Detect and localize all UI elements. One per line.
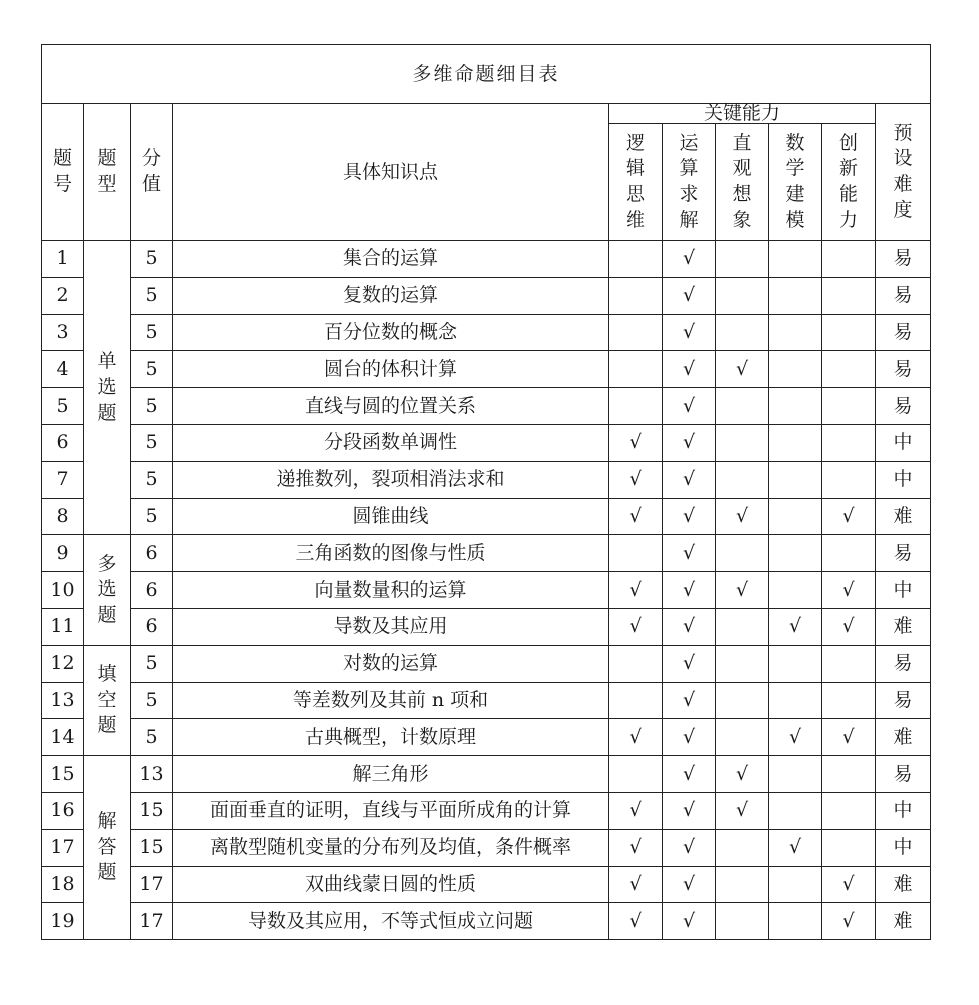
check-mark-icon: √: [682, 541, 696, 564]
question-score: 17: [131, 903, 173, 940]
question-score: 13: [131, 756, 173, 793]
ability-check-cell: [822, 829, 876, 866]
table-body: [42, 241, 931, 940]
knowledge-point: 解三角形: [173, 756, 609, 793]
knowledge-point: 直线与圆的位置关系: [173, 388, 609, 425]
knowledge-point: 向量数量积的运算: [173, 572, 609, 609]
knowledge-point: 导数及其应用，不等式恒成立问题: [173, 903, 609, 940]
header-ability-logic: 逻辑思维: [609, 124, 663, 241]
question-number: 17: [42, 829, 84, 866]
check-mark-icon: √: [629, 725, 642, 748]
table-row: [42, 903, 931, 940]
check-mark-icon: √: [682, 615, 696, 638]
ability-check-cell: [769, 351, 822, 388]
check-mark-icon: √: [682, 357, 696, 380]
ability-check-cell: [716, 461, 769, 498]
difficulty: 易: [876, 535, 931, 572]
question-number: 5: [42, 388, 84, 425]
question-number: 9: [42, 535, 84, 572]
ability-check-cell: [769, 241, 822, 278]
question-score: 5: [131, 424, 173, 461]
header-type: 题型: [84, 104, 131, 241]
difficulty: 中: [876, 792, 931, 829]
difficulty: 中: [876, 829, 931, 866]
ability-check-cell: [822, 351, 876, 388]
ability-check-cell: [609, 829, 663, 866]
difficulty: 易: [876, 314, 931, 351]
knowledge-point: 复数的运算: [173, 277, 609, 314]
ability-check-cell: [822, 572, 876, 609]
ability-check-cell: [663, 682, 716, 719]
difficulty: 易: [876, 351, 931, 388]
ability-check-cell: [716, 314, 769, 351]
ability-check-cell: [609, 866, 663, 903]
ability-check-cell: [822, 424, 876, 461]
ability-check-cell: [769, 388, 822, 425]
ability-check-cell: [609, 388, 663, 425]
check-mark-icon: √: [629, 615, 642, 638]
question-number: 4: [42, 351, 84, 388]
difficulty: 易: [876, 277, 931, 314]
check-mark-icon: √: [842, 872, 855, 895]
question-type: 多选题: [84, 535, 131, 645]
ability-check-cell: [716, 277, 769, 314]
ability-check-cell: [716, 572, 769, 609]
check-mark-icon: √: [682, 652, 696, 675]
question-score: 5: [131, 719, 173, 756]
question-score: 5: [131, 682, 173, 719]
ability-check-cell: [822, 792, 876, 829]
ability-check-cell: [663, 829, 716, 866]
ability-check-cell: [663, 535, 716, 572]
difficulty: 易: [876, 756, 931, 793]
table-row: [42, 645, 931, 682]
check-mark-icon: √: [682, 394, 696, 417]
ability-check-cell: [609, 608, 663, 645]
difficulty: 易: [876, 645, 931, 682]
table-row: [42, 535, 931, 572]
check-mark-icon: √: [629, 836, 642, 859]
table-row: [42, 792, 931, 829]
check-mark-icon: √: [629, 578, 642, 601]
check-mark-icon: √: [682, 431, 696, 454]
ability-check-cell: [769, 535, 822, 572]
question-score: 15: [131, 792, 173, 829]
check-mark-icon: √: [788, 725, 802, 748]
ability-check-cell: [716, 756, 769, 793]
table-row: [42, 608, 931, 645]
ability-check-cell: [769, 645, 822, 682]
ability-check-cell: [663, 572, 716, 609]
knowledge-point: 递推数列，裂项相消法求和: [173, 461, 609, 498]
knowledge-point: 集合的运算: [173, 241, 609, 278]
ability-check-cell: [663, 351, 716, 388]
difficulty: 易: [876, 682, 931, 719]
ability-check-cell: [609, 645, 663, 682]
ability-check-cell: [716, 535, 769, 572]
ability-check-cell: [609, 792, 663, 829]
question-number: 10: [42, 572, 84, 609]
header-abilities-group: 关键能力: [609, 104, 876, 124]
check-mark-icon: √: [682, 836, 696, 859]
ability-check-cell: [769, 461, 822, 498]
ability-check-cell: [822, 241, 876, 278]
table-row: [42, 756, 931, 793]
table-row: [42, 277, 931, 314]
header-ability-modeling: 数学建模: [769, 124, 822, 241]
difficulty: 难: [876, 498, 931, 535]
ability-check-cell: [769, 829, 822, 866]
ability-check-cell: [769, 498, 822, 535]
ability-check-cell: [716, 498, 769, 535]
check-mark-icon: √: [735, 762, 749, 785]
check-mark-icon: √: [788, 836, 802, 859]
question-number: 19: [42, 903, 84, 940]
ability-check-cell: [663, 792, 716, 829]
ability-check-cell: [769, 572, 822, 609]
question-number: 14: [42, 719, 84, 756]
ability-check-cell: [716, 351, 769, 388]
ability-check-cell: [822, 645, 876, 682]
difficulty: 易: [876, 241, 931, 278]
knowledge-point: 等差数列及其前 n 项和: [173, 682, 609, 719]
table-row: [42, 719, 931, 756]
ability-check-cell: [663, 498, 716, 535]
ability-check-cell: [609, 756, 663, 793]
ability-check-cell: [609, 535, 663, 572]
ability-check-cell: [769, 424, 822, 461]
ability-check-cell: [769, 608, 822, 645]
question-score: 5: [131, 645, 173, 682]
question-number: 18: [42, 866, 84, 903]
ability-check-cell: [663, 241, 716, 278]
question-score: 6: [131, 572, 173, 609]
check-mark-icon: √: [629, 431, 642, 454]
question-number: 3: [42, 314, 84, 351]
check-mark-icon: √: [842, 504, 855, 527]
table-row: [42, 241, 931, 278]
ability-check-cell: [663, 461, 716, 498]
check-mark-icon: √: [629, 504, 642, 527]
header-ability-innovation: 创新能力: [822, 124, 876, 241]
knowledge-point: 三角函数的图像与性质: [173, 535, 609, 572]
table-row: [42, 388, 931, 425]
ability-check-cell: [663, 719, 716, 756]
difficulty: 中: [876, 572, 931, 609]
ability-check-cell: [663, 608, 716, 645]
check-mark-icon: √: [629, 909, 642, 932]
check-mark-icon: √: [682, 468, 696, 491]
table-row: [42, 682, 931, 719]
knowledge-point: 圆锥曲线: [173, 498, 609, 535]
table-row: [42, 829, 931, 866]
knowledge-point: 面面垂直的证明，直线与平面所成角的计算: [173, 792, 609, 829]
ability-check-cell: [822, 314, 876, 351]
difficulty: 易: [876, 388, 931, 425]
ability-check-cell: [769, 903, 822, 940]
ability-check-cell: [663, 277, 716, 314]
ability-check-cell: [769, 682, 822, 719]
ability-check-cell: [769, 277, 822, 314]
question-number: 1: [42, 241, 84, 278]
header-score: 分值: [131, 104, 173, 241]
knowledge-point: 古典概型，计数原理: [173, 719, 609, 756]
ability-check-cell: [716, 903, 769, 940]
check-mark-icon: √: [788, 615, 802, 638]
check-mark-icon: √: [682, 247, 696, 270]
question-score: 6: [131, 608, 173, 645]
difficulty: 中: [876, 461, 931, 498]
question-spec-table: [41, 44, 931, 940]
check-mark-icon: √: [735, 504, 749, 527]
question-score: 17: [131, 866, 173, 903]
ability-check-cell: [609, 903, 663, 940]
ability-check-cell: [769, 792, 822, 829]
check-mark-icon: √: [842, 615, 855, 638]
ability-check-cell: [663, 645, 716, 682]
header-difficulty: 预设难度: [876, 104, 931, 241]
ability-check-cell: [769, 866, 822, 903]
check-mark-icon: √: [629, 799, 642, 822]
ability-check-cell: [769, 314, 822, 351]
check-mark-icon: √: [682, 284, 696, 307]
question-type: 解答题: [84, 756, 131, 940]
question-number: 8: [42, 498, 84, 535]
ability-check-cell: [822, 682, 876, 719]
ability-check-cell: [609, 351, 663, 388]
knowledge-point: 导数及其应用: [173, 608, 609, 645]
knowledge-point: 对数的运算: [173, 645, 609, 682]
check-mark-icon: √: [842, 725, 855, 748]
check-mark-icon: √: [682, 799, 696, 822]
table-row: [42, 866, 931, 903]
check-mark-icon: √: [682, 872, 696, 895]
table-title: 多维命题细目表: [42, 45, 931, 104]
ability-check-cell: [716, 719, 769, 756]
question-number: 7: [42, 461, 84, 498]
ability-check-cell: [822, 756, 876, 793]
difficulty: 难: [876, 608, 931, 645]
ability-check-cell: [716, 829, 769, 866]
ability-check-cell: [609, 241, 663, 278]
question-number: 11: [42, 608, 84, 645]
check-mark-icon: √: [735, 357, 749, 380]
question-type: 单选题: [84, 241, 131, 535]
knowledge-point: 百分位数的概念: [173, 314, 609, 351]
ability-check-cell: [822, 388, 876, 425]
ability-check-cell: [609, 424, 663, 461]
header-ability-computation: 运算求解: [663, 124, 716, 241]
difficulty: 中: [876, 424, 931, 461]
ability-check-cell: [822, 535, 876, 572]
ability-check-cell: [609, 719, 663, 756]
check-mark-icon: √: [682, 762, 696, 785]
question-score: 5: [131, 241, 173, 278]
check-mark-icon: √: [682, 688, 696, 711]
header-number: 题号: [42, 104, 84, 241]
question-number: 12: [42, 645, 84, 682]
ability-check-cell: [769, 719, 822, 756]
header-topic: 具体知识点: [173, 104, 609, 241]
question-type: 填空题: [84, 645, 131, 755]
ability-check-cell: [663, 756, 716, 793]
check-mark-icon: √: [629, 872, 642, 895]
question-score: 15: [131, 829, 173, 866]
ability-check-cell: [663, 424, 716, 461]
ability-check-cell: [609, 461, 663, 498]
ability-check-cell: [716, 424, 769, 461]
question-number: 15: [42, 756, 84, 793]
difficulty: 难: [876, 866, 931, 903]
question-score: 5: [131, 388, 173, 425]
ability-check-cell: [609, 572, 663, 609]
table-row: [42, 351, 931, 388]
question-number: 13: [42, 682, 84, 719]
question-score: 5: [131, 314, 173, 351]
knowledge-point: 分段函数单调性: [173, 424, 609, 461]
ability-check-cell: [769, 756, 822, 793]
table-row: [42, 498, 931, 535]
question-score: 5: [131, 277, 173, 314]
question-score: 5: [131, 461, 173, 498]
check-mark-icon: √: [682, 320, 696, 343]
check-mark-icon: √: [842, 909, 855, 932]
ability-check-cell: [716, 608, 769, 645]
question-score: 6: [131, 535, 173, 572]
table-row: [42, 314, 931, 351]
check-mark-icon: √: [735, 578, 749, 601]
ability-check-cell: [716, 388, 769, 425]
ability-check-cell: [822, 608, 876, 645]
ability-check-cell: [822, 498, 876, 535]
ability-check-cell: [716, 682, 769, 719]
knowledge-point: 离散型随机变量的分布列及均值，条件概率: [173, 829, 609, 866]
ability-check-cell: [663, 903, 716, 940]
difficulty: 难: [876, 903, 931, 940]
ability-check-cell: [663, 388, 716, 425]
ability-check-cell: [716, 645, 769, 682]
ability-check-cell: [716, 792, 769, 829]
question-score: 5: [131, 498, 173, 535]
table-row: [42, 461, 931, 498]
table-row: [42, 424, 931, 461]
ability-check-cell: [609, 314, 663, 351]
ability-check-cell: [716, 866, 769, 903]
ability-check-cell: [663, 866, 716, 903]
ability-check-cell: [822, 461, 876, 498]
ability-check-cell: [716, 241, 769, 278]
check-mark-icon: √: [682, 578, 696, 601]
ability-check-cell: [609, 277, 663, 314]
ability-check-cell: [609, 682, 663, 719]
ability-check-cell: [822, 719, 876, 756]
question-number: 6: [42, 424, 84, 461]
ability-check-cell: [822, 866, 876, 903]
ability-check-cell: [822, 903, 876, 940]
question-number: 16: [42, 792, 84, 829]
question-number: 2: [42, 277, 84, 314]
check-mark-icon: √: [629, 468, 642, 491]
knowledge-point: 圆台的体积计算: [173, 351, 609, 388]
header-ability-intuition: 直观想象: [716, 124, 769, 241]
knowledge-point: 双曲线蒙日圆的性质: [173, 866, 609, 903]
check-mark-icon: √: [682, 725, 696, 748]
table-row: [42, 572, 931, 609]
check-mark-icon: √: [682, 504, 696, 527]
ability-check-cell: [609, 498, 663, 535]
difficulty: 难: [876, 719, 931, 756]
question-score: 5: [131, 351, 173, 388]
check-mark-icon: √: [682, 909, 696, 932]
ability-check-cell: [663, 314, 716, 351]
check-mark-icon: √: [842, 578, 855, 601]
ability-check-cell: [822, 277, 876, 314]
check-mark-icon: √: [735, 799, 749, 822]
